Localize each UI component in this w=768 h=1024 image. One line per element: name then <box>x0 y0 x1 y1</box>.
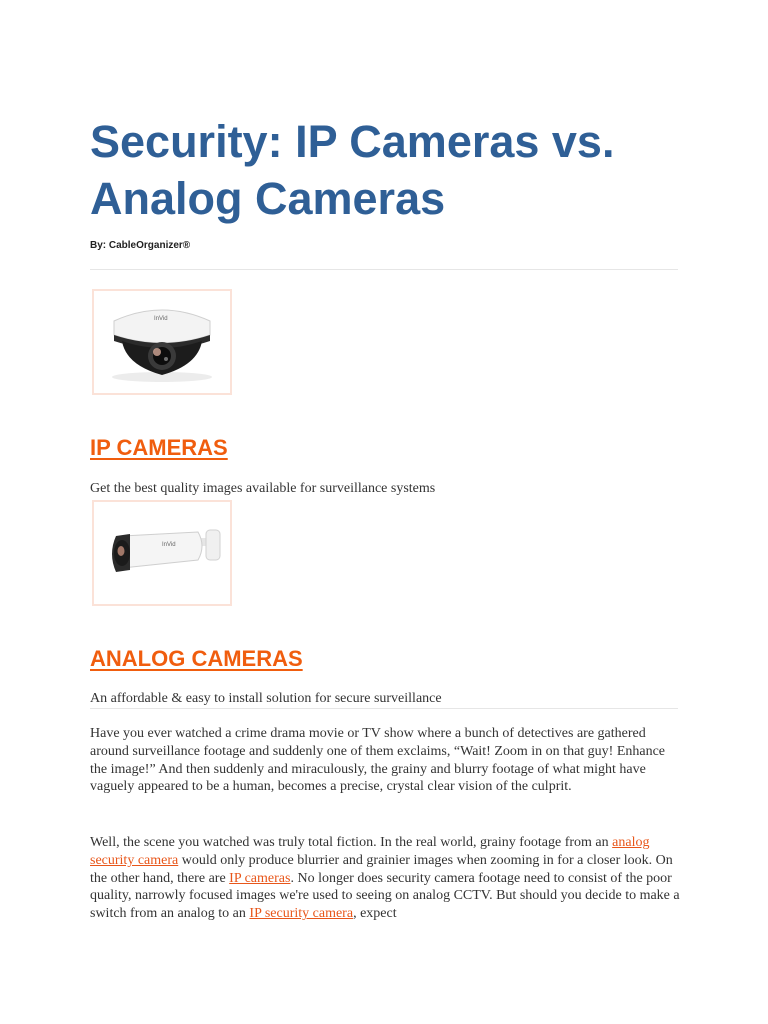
body-paragraph: Have you ever watched a crime drama movie or TV show where a bunch of detectives are gathered around surveillance footage and suddenly one of them exclaims, “Wait! Zoom in on that guy! Enhance the image!” And then suddenly and miraculously, the grainy and blurry footage of what might have vaguely appeared to be a human, becomes a precise, crystal clear vision of the culprit. <box>90 726 666 795</box>
analog-cameras-tagline: An affordable & easy to install solution for secure surveillance <box>90 691 442 706</box>
paragraph-text: , expect <box>353 906 397 922</box>
paragraph-text: . No longer does security camera footage need to consist of the poor quality, narrowly focused images we're used to seeing on analog CCTV. But should you decide to make a switch from an analog to an <box>90 870 680 922</box>
dome-camera-icon <box>94 291 230 393</box>
paragraph-text: would only produce blurrier and grainier images when zooming in for a closer look. On the other hand, there are <box>90 852 673 886</box>
header-divider <box>90 269 678 270</box>
body-paragraph <box>90 834 682 923</box>
camera-brand-mark: InVid <box>154 316 168 322</box>
byline: By: CableOrganizer® <box>90 240 191 251</box>
analog-cameras-heading[interactable]: ANALOG CAMERAS <box>90 646 303 671</box>
analog-security-camera-link[interactable]: analog security camera <box>90 835 650 868</box>
ip-cameras-tagline: Get the best quality images available for surveillance systems <box>90 481 436 496</box>
camera-brand-mark: InVid <box>162 542 176 548</box>
bullet-camera-image[interactable] <box>92 500 232 606</box>
section-divider <box>90 708 678 709</box>
bullet-camera-icon <box>94 502 230 604</box>
page-title: Security: IP Cameras vs. Analog Cameras <box>90 116 615 224</box>
dome-camera-image[interactable] <box>92 289 232 395</box>
ip-cameras-link[interactable]: IP cameras <box>229 870 291 886</box>
ip-security-camera-link[interactable]: IP security camera <box>249 906 354 922</box>
ip-cameras-heading[interactable]: IP CAMERAS <box>90 435 228 460</box>
paragraph-text: Well, the scene you watched was truly total fiction. In the real world, grainy footage from an <box>90 835 613 850</box>
